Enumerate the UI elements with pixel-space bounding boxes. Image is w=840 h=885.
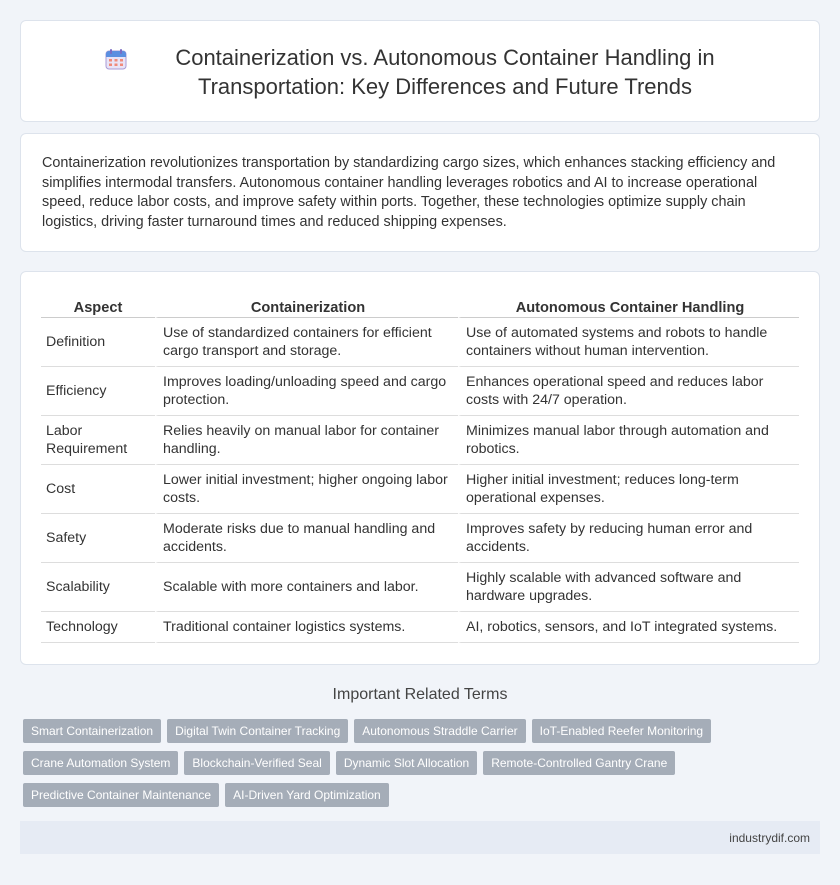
related-term-tag[interactable]: Smart Containerization [23, 719, 161, 743]
header-card [20, 20, 820, 122]
cell-aspect: Scalability [41, 563, 155, 612]
cell-autonomous: Minimizes manual labor through automation and robotics. [458, 416, 799, 465]
tag-row [23, 719, 803, 743]
table-row [41, 318, 799, 367]
intro-paragraph: Containerization revolutionizes transportation by standardizing cargo sizes, which enhances stacking efficiency and simplifies intermodal transfers. Autonomous container handling leverages robotics and AI to increase operational speed, reduce labor costs, and improve safety within ports. Together, these technologies optimize supply chain logistics, driving faster turnaround times and reduced shipping expenses. [42, 155, 776, 230]
cell-aspect: Safety [41, 514, 155, 563]
page-title: Containerization vs. Autonomous Container Handling in Transportation: Key Differences and Future Trends [175, 45, 715, 99]
cell-autonomous: Improves safety by reducing human error and accidents. [458, 514, 799, 563]
header-containerization: Containerization [155, 294, 458, 318]
footer-site-link[interactable]: industrydif.com [729, 831, 810, 845]
tag-row [23, 783, 803, 807]
table-row [41, 563, 799, 612]
cell-aspect: Definition [41, 318, 155, 367]
related-term-tag[interactable]: Crane Automation System [23, 751, 178, 775]
tag-row [23, 751, 803, 775]
related-terms-heading: Important Related Terms [332, 686, 508, 703]
cell-autonomous: Highly scalable with advanced software and hardware upgrades. [458, 563, 799, 612]
cell-autonomous: Use of automated systems and robots to handle containers without human intervention. [458, 318, 799, 367]
table-row [41, 514, 799, 563]
cell-containerization: Traditional container logistics systems. [155, 612, 458, 643]
cell-containerization: Moderate risks due to manual handling and accidents. [155, 514, 458, 563]
comparison-card [20, 271, 820, 665]
related-term-tag[interactable]: IoT-Enabled Reefer Monitoring [532, 719, 711, 743]
comparison-table [41, 294, 799, 643]
cell-containerization: Use of standardized containers for efficient cargo transport and storage. [155, 318, 458, 367]
related-term-tag[interactable]: Remote-Controlled Gantry Crane [483, 751, 675, 775]
cell-containerization: Lower initial investment; higher ongoing labor costs. [155, 465, 458, 514]
header-aspect: Aspect [41, 294, 155, 318]
table-row [41, 367, 799, 416]
table-row [41, 465, 799, 514]
header-autonomous: Autonomous Container Handling [458, 294, 799, 318]
cell-aspect: Labor Requirement [41, 416, 155, 465]
cell-containerization: Relies heavily on manual labor for container handling. [155, 416, 458, 465]
related-term-tag[interactable]: Predictive Container Maintenance [23, 783, 219, 807]
table-row [41, 416, 799, 465]
cell-aspect: Technology [41, 612, 155, 643]
cell-autonomous: Enhances operational speed and reduces labor costs with 24/7 operation. [458, 367, 799, 416]
cell-autonomous: AI, robotics, sensors, and IoT integrated systems. [458, 612, 799, 643]
cell-containerization: Scalable with more containers and labor. [155, 563, 458, 612]
related-term-tag[interactable]: Autonomous Straddle Carrier [354, 719, 525, 743]
cell-containerization: Improves loading/unloading speed and cargo protection. [155, 367, 458, 416]
table-row [41, 612, 799, 643]
cell-aspect: Cost [41, 465, 155, 514]
cell-autonomous: Higher initial investment; reduces long-term operational expenses. [458, 465, 799, 514]
related-term-tag[interactable]: Digital Twin Container Tracking [167, 719, 348, 743]
footer [20, 821, 820, 854]
table-header-row [41, 294, 799, 318]
related-term-tag[interactable]: AI-Driven Yard Optimization [225, 783, 389, 807]
related-term-tag[interactable]: Blockchain-Verified Seal [184, 751, 329, 775]
intro-card [20, 133, 820, 252]
related-terms-list [23, 719, 803, 815]
related-term-tag[interactable]: Dynamic Slot Allocation [336, 751, 477, 775]
cell-aspect: Efficiency [41, 367, 155, 416]
